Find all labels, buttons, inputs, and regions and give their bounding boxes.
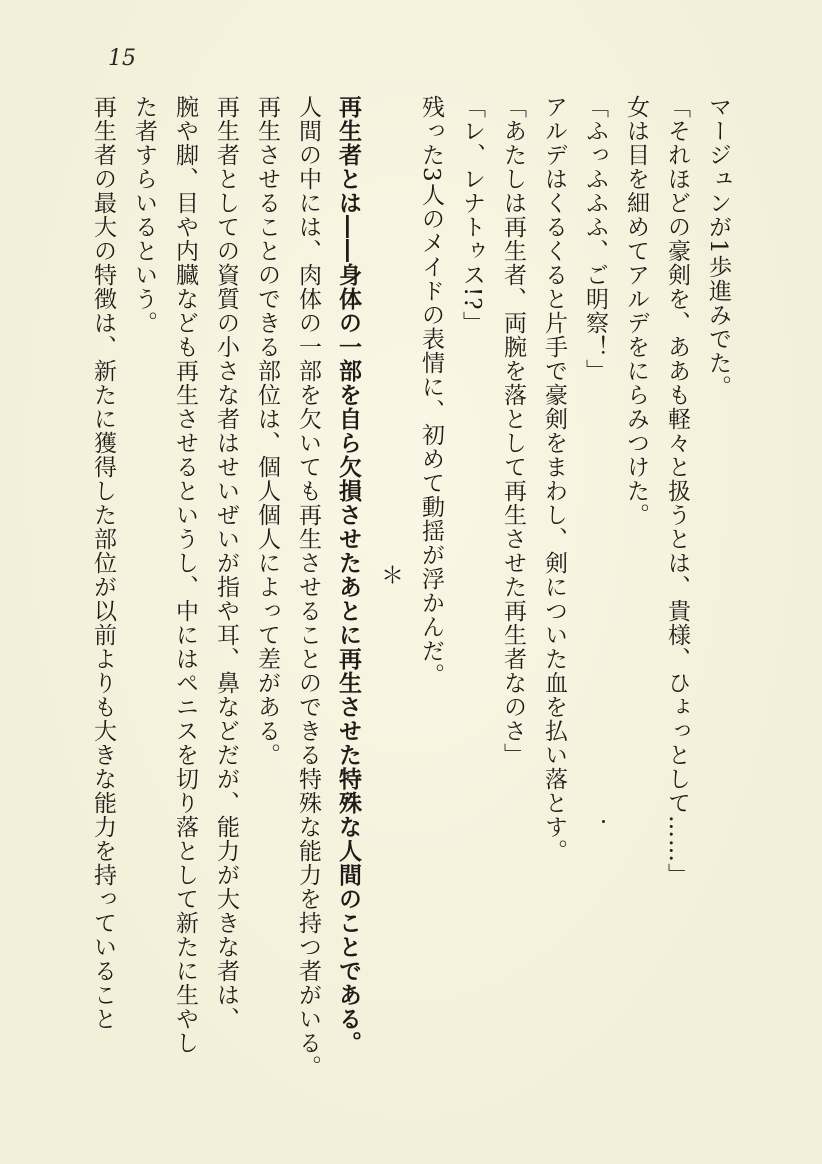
text-line: マージュンが1歩進みでた。	[705, 95, 731, 399]
section-break-asterisk: ＊	[377, 563, 403, 587]
text-line: 女は目を細めてアルデをにらみつけた。	[623, 95, 649, 527]
text-line: た者すらいるという。	[131, 95, 157, 335]
text-line: 「レ、レナトゥス!?」	[459, 95, 485, 335]
text-line: 「それほどの豪剣を、ああも軽々と扱うとは、貴様、ひょっとして……」	[664, 95, 690, 887]
text-line: 「あたしは再生者、両腕を落として再生させた再生者なのさ」	[500, 95, 526, 767]
text-line: 再生者の最大の特徴は、新たに獲得した部位が以前よりも大きな能力を持っていること	[90, 95, 116, 1031]
page-number: 15	[108, 46, 136, 71]
text-line: 残った3人のメイドの表情に、初めて動揺が浮かんだ。	[418, 95, 444, 687]
bold-definition-line: 再生者とは――身体の一部を自ら欠損させたあとに再生させた特殊な人間のことである。	[335, 95, 362, 1055]
ink-speck	[602, 820, 605, 823]
text-line: 人間の中には、肉体の一部を欠いても再生させることのできる特殊な能力を持つ者がいる。	[295, 95, 321, 1079]
vertical-body-text	[82, 95, 738, 1079]
text-line: 「ふっふふふ、ご明察！」	[582, 95, 608, 383]
text-line: 再生者としての資質の小さな者はせいぜいが指や耳、鼻などだが、能力が大きな者は、	[213, 95, 239, 1031]
text-line: アルデはくるくると片手で豪剣をまわし、剣についた血を払い落とす。	[541, 95, 567, 863]
text-line: 再生させることのできる部位は、個人個人によって差がある。	[254, 95, 280, 767]
text-line: 腕や脚、目や内臓なども再生させるというし、中にはペニスを切り落として新たに生やし	[172, 95, 198, 1055]
